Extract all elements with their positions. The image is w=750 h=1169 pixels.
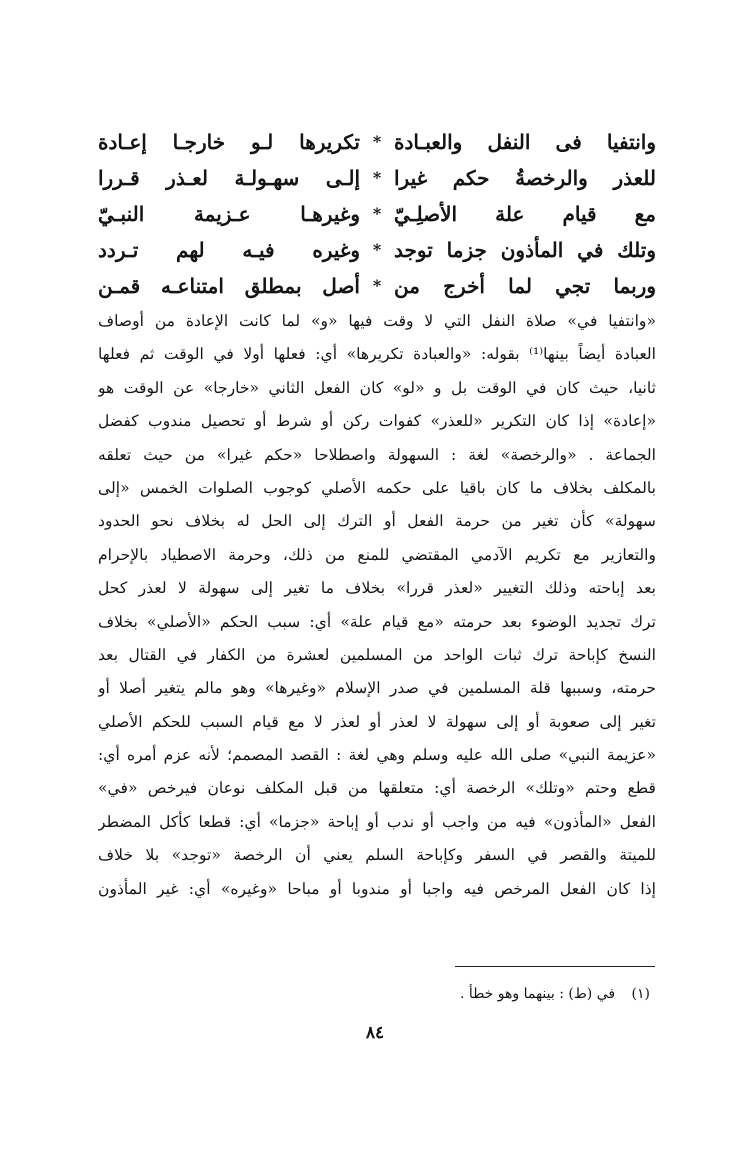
commentary-line: بالمكلف بخلاف ما كان باقيا على حكمه الأصلي كوجوب الصلوات الخمس «إلى <box>98 478 656 497</box>
verse-first-hemistich: وربما تجي لما أخرج من <box>394 274 656 298</box>
commentary-line: بعد إباحته وذلك التغيير «لعذر قررا» بخلاف ما تغير إلى سهولة لا لعذر كحل <box>98 579 656 598</box>
verse-second-hemistich: إلـى سهـولـة لعـذر قـررا <box>98 166 360 190</box>
commentary-line: قطع وحتم «وتلك» الرخصة أي: متعلقها من قبل المكلف نوعان فيرخص «في» <box>98 779 656 798</box>
commentary-line: الجماعة . «والرخصة» لغة : السهولة واصطلاحا «حكم غيرا» من حيث تعلقه <box>98 445 656 464</box>
verse-separator-star: * <box>372 240 382 259</box>
commentary-line: ثانيا، حيث كان في الوقت بل و «لو» كان الفعل الثاني «خارجا» عن الوقت هو <box>98 378 656 397</box>
commentary-line: تغير إلى صعوبة أو إلى سهولة لا لعذر أو لعذر لا مع قيام السبب للحكم الأصلي <box>98 712 656 731</box>
verse-row <box>98 160 656 196</box>
commentary-line: ترك تجديد الوضوء بعد حرمته «مع قيام علة» أي: سبب الحكم «الأصلي» بخلاف <box>98 612 656 631</box>
commentary-line: سهولة» كأن تغير من حرمة الفعل أو الترك إلى الحل له بخلاف نحو الحدود <box>98 512 656 531</box>
verse-first-hemistich: للعذر والرخصةُ حكم غيرا <box>394 166 656 190</box>
footnote-number: (١) <box>631 986 650 1002</box>
verse-row <box>98 232 656 268</box>
commentary-line: والتعازير مع تكريم الآدمي المقتضي للمنع من ذلك، وحرمة الاصطياد بالإحرام <box>98 545 656 564</box>
footnote-rule <box>455 966 655 967</box>
verse-second-hemistich: وغيرهـا عـزيمة النبـيّ <box>98 202 360 226</box>
verse-row <box>98 196 656 232</box>
footnote-text: في (ط) : بينهما وهو خطأ . <box>460 986 616 1002</box>
commentary-line: الفعل «المأذون» فيه من واجب أو ندب أو إباحة «جزما» أي: قطعا كأكل المضطر <box>98 812 656 831</box>
verse-separator-star: * <box>372 168 382 187</box>
verse-row <box>98 268 656 304</box>
verse-first-hemistich: مع قيام علة الأصلِـيّ <box>394 202 656 226</box>
commentary-line: «وانتفيا في» صلاة النفل التي لا وقت فيها «و» لما كانت الإعادة من أوصاف <box>98 312 656 330</box>
verse-separator-star: * <box>372 204 382 223</box>
page-number: ٨٤ <box>365 1023 385 1043</box>
commentary-text <box>98 305 656 906</box>
verse-second-hemistich: أصل بمطلق امتناعـه قمـن <box>98 274 360 298</box>
commentary-line: النسخ كإباحة ترك ثبات الواحد من المسلمين لعشرة من الكفار في القتال بعد <box>98 645 656 664</box>
verse-block <box>98 124 656 304</box>
commentary-line: «عزيمة النبي» صلى الله عليه وسلم وهي لغة : القصد المصمم؛ لأنه عزم أمره أي: <box>98 746 656 765</box>
verse-first-hemistich: وانتفيا فى النفل والعبـادة <box>394 130 656 154</box>
footnote <box>460 986 650 1002</box>
verse-second-hemistich: وغيره فيـه لهم تـردد <box>98 238 360 262</box>
verse-first-hemistich: وتلك في المأذون جزما توجد <box>394 238 656 262</box>
commentary-line: حرمته، وسببها قلة المسلمين في صدر الإسلام «وغيرها» وهو مالم يتغير أصلا أو <box>98 679 656 698</box>
verse-row <box>98 124 656 160</box>
verse-separator-star: * <box>372 132 382 151</box>
commentary-line: للميتة والقصر في السفر وكإباحة السلم يعني أن الرخصة «توجد» بلا خلاف <box>98 846 656 865</box>
commentary-line: العبادة أيضاً بينها⁽¹⁾ بقوله: «والعبادة تكريرها» أي: فعلها أولا في الوقت ثم فعلها <box>98 345 656 364</box>
verse-second-hemistich: تكريرها لـو خارجـا إعـادة <box>98 130 360 154</box>
commentary-line: «إعادة» إذا كان التكرير «للعذر» كفوات ركن أو شرط أو تحصيل مندوب كفضل <box>98 412 656 431</box>
commentary-line: إذا كان الفعل المرخص فيه واجبا أو مندوبا أو مباحا «وغيره» أي: غير المأذون <box>98 879 656 898</box>
verse-separator-star: * <box>372 276 382 295</box>
